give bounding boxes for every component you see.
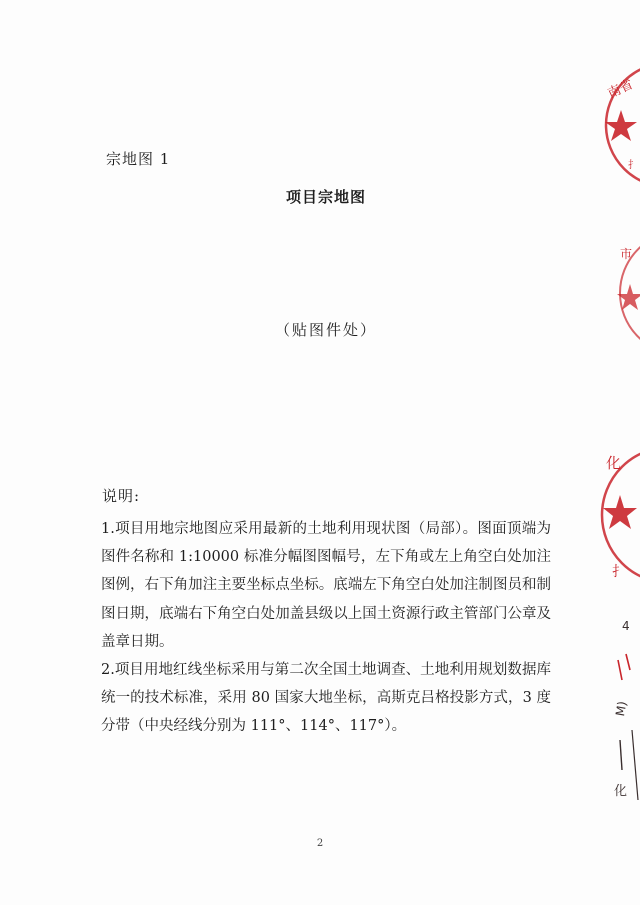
handwriting-mark: 4: [622, 619, 630, 633]
notes-heading: 说明:: [102, 487, 141, 505]
handwriting-mark: M): [613, 700, 630, 718]
image-placeholder-text: （贴图件处）: [274, 321, 377, 339]
page-number: 2: [316, 838, 324, 849]
notes-body: [101, 515, 551, 741]
official-seal-lower: [600, 440, 640, 590]
document-title: 项目宗地图: [285, 188, 366, 206]
note-item: 2.项目用地红线坐标采用与第二次全国土地调查、土地利用规划数据库统一的技术标准，采用 80 国家大地坐标，高斯克吕格投影方式，3 度分带（中央经线分别为 111°、114°、117°）。: [101, 662, 551, 735]
seal-text: 市: [620, 247, 633, 261]
official-seal-top: [600, 60, 640, 190]
note-item: 1.项目用地宗地图应采用最新的土地利用现状图（局部）。图面顶端为图件名称和 1:10000 标准分幅图图幅号，左下角或左上角空白处加注图例，右下角加注主要坐标点坐标。底端左下角空白处加注制图员和制图日期，底端右下角空白处加盖县级以上国土资源行政主管部门公章及盖章日期。: [101, 521, 551, 650]
handwriting-mark: 化: [614, 784, 628, 799]
figure-label: 宗地图 1: [106, 150, 171, 168]
margin-handwriting: [610, 610, 640, 810]
seal-text: 南省: [605, 77, 636, 102]
seal-text: 扌: [628, 160, 638, 171]
seal-star-icon: [603, 495, 637, 529]
official-seal-middle: [616, 228, 640, 358]
seal-text: 化: [606, 454, 622, 472]
seal-star-icon: [605, 110, 637, 141]
seal-text: 扌: [612, 564, 626, 580]
